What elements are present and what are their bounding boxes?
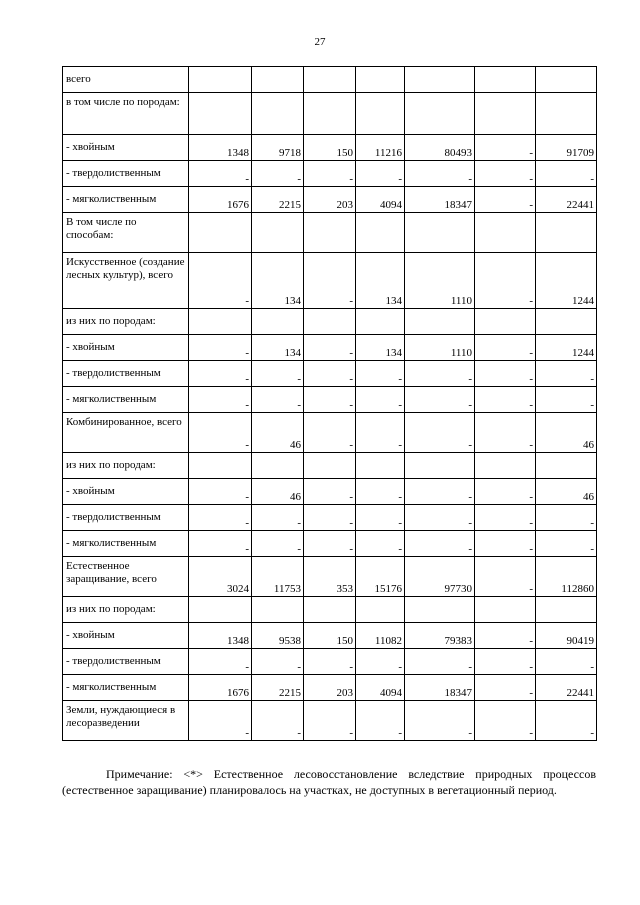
table-row (63, 187, 597, 213)
table-cell: - (475, 505, 536, 531)
table-cell: - (405, 505, 475, 531)
table-cell: - (304, 505, 356, 531)
table-cell: 91709 (536, 135, 597, 161)
table-cell: - (252, 701, 304, 741)
table-cell: - (475, 623, 536, 649)
table-row (63, 253, 597, 309)
table-cell: - (356, 361, 405, 387)
table-cell: - (304, 161, 356, 187)
row-label: Земли, нуждающиеся в лесоразведении (63, 701, 189, 741)
table-cell: 1110 (405, 335, 475, 361)
table-row (63, 135, 597, 161)
row-label: - хвойным (63, 135, 189, 161)
table-cell: - (356, 387, 405, 413)
table-cell: - (405, 649, 475, 675)
table-cell: 1244 (536, 253, 597, 309)
table-cell: - (475, 253, 536, 309)
table-cell: - (304, 387, 356, 413)
table-row (63, 597, 597, 623)
table-cell: - (189, 161, 252, 187)
table-cell: - (252, 161, 304, 187)
table-cell: - (536, 649, 597, 675)
table-cell: - (304, 531, 356, 557)
row-label: - твердолиственным (63, 649, 189, 675)
forest-restoration-table (62, 66, 597, 741)
table-cell: - (189, 387, 252, 413)
table-cell: 1348 (189, 623, 252, 649)
table-cell: 203 (304, 675, 356, 701)
table-row (63, 387, 597, 413)
table-cell: 2215 (252, 187, 304, 213)
table-cell: 18347 (405, 187, 475, 213)
table-cell (405, 597, 475, 623)
table-row (63, 505, 597, 531)
table-cell: - (252, 505, 304, 531)
table-cell (475, 597, 536, 623)
table-cell: - (405, 531, 475, 557)
table-cell: - (252, 531, 304, 557)
table-cell: - (536, 161, 597, 187)
row-label: Комбинированное, всего (63, 413, 189, 453)
table-cell: 150 (304, 135, 356, 161)
table-row (63, 649, 597, 675)
table-cell (405, 93, 475, 135)
table-cell: - (475, 161, 536, 187)
table-cell: 353 (304, 557, 356, 597)
table-cell: 134 (356, 335, 405, 361)
table-cell (304, 597, 356, 623)
table-cell: - (405, 701, 475, 741)
table-row (63, 531, 597, 557)
table-cell (304, 93, 356, 135)
table-cell (189, 453, 252, 479)
table-cell: - (475, 335, 536, 361)
table-cell: 22441 (536, 675, 597, 701)
table-cell: - (189, 361, 252, 387)
row-label: из них по породам: (63, 309, 189, 335)
table-cell (252, 453, 304, 479)
row-label: - мягколиственным (63, 387, 189, 413)
table-cell: 22441 (536, 187, 597, 213)
table-cell: 46 (252, 479, 304, 505)
table-cell (536, 213, 597, 253)
table-cell: - (356, 161, 405, 187)
table-cell: - (475, 387, 536, 413)
table-cell: - (304, 413, 356, 453)
table-cell (189, 67, 252, 93)
table-cell (304, 67, 356, 93)
table-cell: 9718 (252, 135, 304, 161)
table-cell (475, 93, 536, 135)
table-cell: 9538 (252, 623, 304, 649)
table-cell: - (405, 161, 475, 187)
table-cell (304, 213, 356, 253)
table-cell: 15176 (356, 557, 405, 597)
table-cell: - (304, 361, 356, 387)
table-cell: - (475, 675, 536, 701)
table-cell: - (189, 701, 252, 741)
table-cell (252, 67, 304, 93)
table-cell: - (356, 479, 405, 505)
table-cell: - (189, 505, 252, 531)
table-cell: - (475, 413, 536, 453)
page-number: 27 (314, 36, 326, 48)
footnote-text: Примечание: <*> Естественное лесовосстановление вследствие природных процессов (естественное заращивание) планировалось на участках, не доступных в вегетационный период. (62, 767, 596, 797)
row-label: - хвойным (63, 623, 189, 649)
table-cell: - (304, 649, 356, 675)
table-cell: 1676 (189, 675, 252, 701)
table-cell (356, 213, 405, 253)
table-cell: - (475, 187, 536, 213)
table-cell: 134 (252, 253, 304, 309)
table-cell (475, 309, 536, 335)
table-cell: - (536, 361, 597, 387)
table-row (63, 161, 597, 187)
row-label: - твердолиственным (63, 161, 189, 187)
table-cell: - (189, 253, 252, 309)
table-cell (405, 67, 475, 93)
table-cell: - (405, 479, 475, 505)
table-cell (536, 93, 597, 135)
table-row (63, 453, 597, 479)
table-cell: 112860 (536, 557, 597, 597)
table-cell (189, 213, 252, 253)
table-cell: - (475, 479, 536, 505)
table-cell: 1110 (405, 253, 475, 309)
table-cell (356, 309, 405, 335)
table-row (63, 623, 597, 649)
table-cell: - (475, 361, 536, 387)
table-cell: - (304, 335, 356, 361)
table-cell: 97730 (405, 557, 475, 597)
table-cell: - (475, 701, 536, 741)
table-row (63, 479, 597, 505)
table-cell (189, 93, 252, 135)
table-cell: 1244 (536, 335, 597, 361)
table-cell (536, 309, 597, 335)
table-cell: - (356, 701, 405, 741)
table-cell: 46 (252, 413, 304, 453)
table-cell: - (536, 387, 597, 413)
table-cell: 4094 (356, 187, 405, 213)
table-cell: - (252, 387, 304, 413)
table-cell (536, 597, 597, 623)
table-row (63, 309, 597, 335)
table-cell: 1676 (189, 187, 252, 213)
table-cell: - (304, 479, 356, 505)
table-cell (252, 93, 304, 135)
table-cell: - (356, 531, 405, 557)
table-cell: 1348 (189, 135, 252, 161)
table-row (63, 67, 597, 93)
table-cell: 3024 (189, 557, 252, 597)
table-cell: - (304, 701, 356, 741)
table-cell: - (356, 413, 405, 453)
table-cell: - (189, 335, 252, 361)
table-cell (189, 309, 252, 335)
row-label: - хвойным (63, 335, 189, 361)
table-cell: - (475, 557, 536, 597)
row-label: в том числе по породам: (63, 93, 189, 135)
row-label: - хвойным (63, 479, 189, 505)
table-cell: - (189, 649, 252, 675)
table-cell: - (405, 361, 475, 387)
table-cell: - (189, 479, 252, 505)
footnote (62, 766, 596, 798)
row-label: - мягколиственным (63, 675, 189, 701)
table-cell (405, 213, 475, 253)
table-cell (475, 453, 536, 479)
row-label: всего (63, 67, 189, 93)
table-row (63, 701, 597, 741)
table-cell (536, 67, 597, 93)
table-row (63, 361, 597, 387)
table-cell: - (475, 531, 536, 557)
table-cell: 134 (356, 253, 405, 309)
table-cell (475, 67, 536, 93)
table-row (63, 557, 597, 597)
row-label: - твердолиственным (63, 361, 189, 387)
table-cell: 134 (252, 335, 304, 361)
table-row (63, 413, 597, 453)
table-cell: - (252, 649, 304, 675)
table-cell (356, 597, 405, 623)
row-label: В том числе по способам: (63, 213, 189, 253)
table-cell (405, 309, 475, 335)
table-cell (304, 309, 356, 335)
table-cell: 11753 (252, 557, 304, 597)
table-cell (252, 597, 304, 623)
table-cell: 2215 (252, 675, 304, 701)
table-cell: - (536, 701, 597, 741)
table-cell (356, 453, 405, 479)
table-cell (475, 213, 536, 253)
table-cell (356, 93, 405, 135)
table-cell: - (304, 253, 356, 309)
row-label: из них по породам: (63, 453, 189, 479)
table-row (63, 213, 597, 253)
table-cell: 150 (304, 623, 356, 649)
table-cell: 46 (536, 413, 597, 453)
row-label: - твердолиственным (63, 505, 189, 531)
table-row (63, 93, 597, 135)
table-cell (252, 309, 304, 335)
table-row (63, 675, 597, 701)
table-cell: - (356, 505, 405, 531)
table-cell: - (189, 531, 252, 557)
table-cell: - (356, 649, 405, 675)
table-cell: 4094 (356, 675, 405, 701)
table-cell (189, 597, 252, 623)
table-row (63, 335, 597, 361)
table-cell: 18347 (405, 675, 475, 701)
table-cell: - (405, 387, 475, 413)
table-cell: 11216 (356, 135, 405, 161)
row-label: - мягколиственным (63, 187, 189, 213)
table-cell: - (536, 531, 597, 557)
table-cell: 46 (536, 479, 597, 505)
table-cell: - (475, 649, 536, 675)
row-label: Искусственное (создание лесных культур), всего (63, 253, 189, 309)
table-cell: 11082 (356, 623, 405, 649)
table-cell: - (536, 505, 597, 531)
table-cell: - (252, 361, 304, 387)
table-cell: - (405, 413, 475, 453)
row-label: из них по породам: (63, 597, 189, 623)
table-cell: 80493 (405, 135, 475, 161)
table-cell (304, 453, 356, 479)
table-cell (536, 453, 597, 479)
table-cell: 90419 (536, 623, 597, 649)
table-cell: - (475, 135, 536, 161)
table-cell (405, 453, 475, 479)
row-label: - мягколиственным (63, 531, 189, 557)
table-cell (356, 67, 405, 93)
table-cell: 79383 (405, 623, 475, 649)
table-cell (252, 213, 304, 253)
table-cell: - (189, 413, 252, 453)
table-cell: 203 (304, 187, 356, 213)
row-label: Естественное заращивание, всего (63, 557, 189, 597)
